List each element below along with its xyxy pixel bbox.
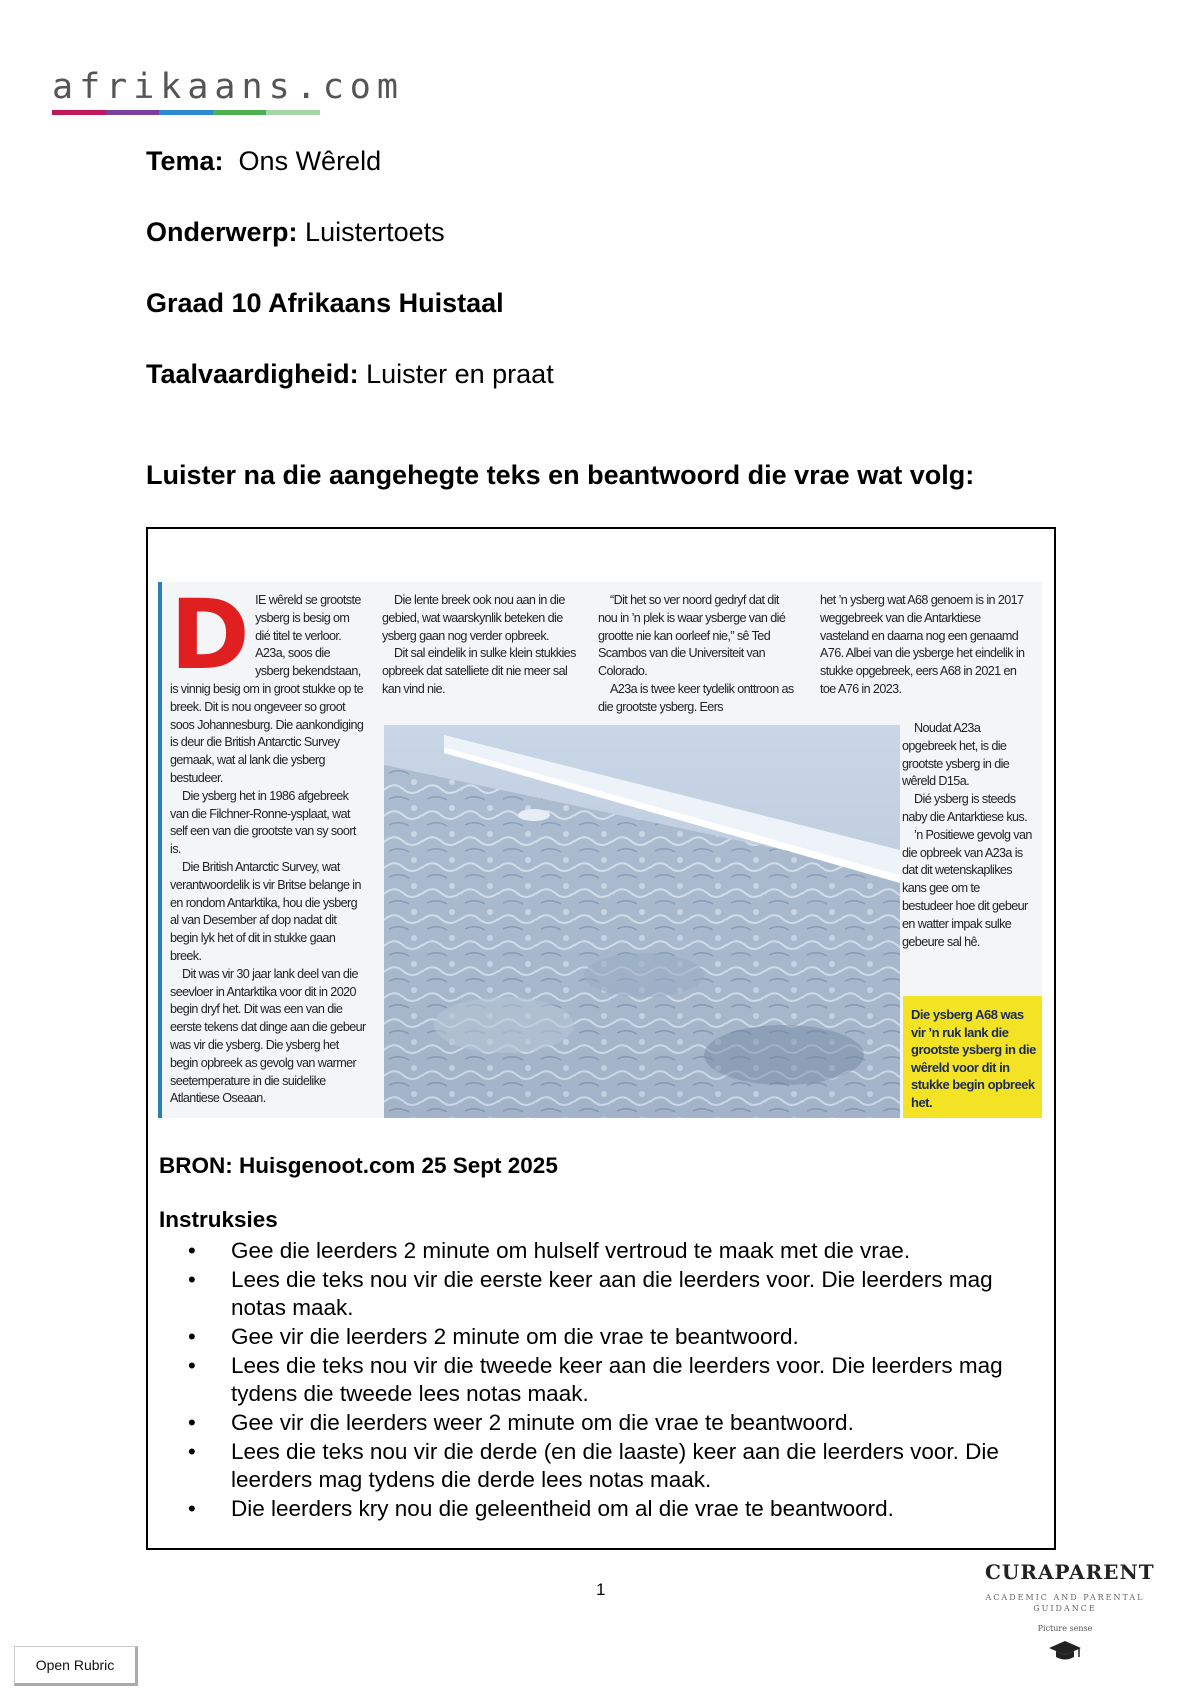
graad-text: Graad 10 Afrikaans Huistaal [146, 288, 504, 318]
afrikaans-logo [52, 68, 404, 115]
instruction-item: • Lees die teks nou vir die tweede keer aan die leerders voor. Die leerders mag tydens die tweede lees notas maak. [188, 1352, 1038, 1408]
curaparent-sub: Picture sense [1037, 1624, 1093, 1633]
article-clipping [158, 582, 1042, 1118]
listening-text-box [146, 527, 1056, 1550]
instruction-item: • Gee vir die leerders 2 minute om die vrae te beantwoord. [188, 1323, 1038, 1351]
logo-bar-segment [266, 110, 320, 115]
logo-bar-segment [213, 110, 267, 115]
article-paragraph: ’n Positiewe gevolg van die opbreek van A23a is dat dit wetenskaplikes kans gee om te bestudeer hoe dit gebeur en watter impak sulke gebeure sal hê. [902, 827, 1032, 949]
highlight-callout: Die ysberg A68 was vir ’n ruk lank die grootste ysberg in die wêreld voor dit in stukke begin opbreek het. [903, 996, 1042, 1118]
curaparent-logo [985, 1560, 1155, 1668]
taalvaardigheid-value: Luister en praat [366, 359, 554, 389]
instruction-item: • Lees die teks nou vir die eerste keer aan die leerders voor. Die leerders mag notas maak. [188, 1266, 1038, 1322]
article-paragraph: Die lente breek ook nou aan in die gebied, wat waarskynlik beteken die ysberg gaan nog verder opbreek. [382, 593, 565, 643]
article-column-1 [170, 582, 366, 1108]
instructions-list [188, 1237, 1038, 1524]
open-rubric-badge[interactable]: Open Rubric [14, 1646, 138, 1686]
taalvaardigheid-label: Taalvaardigheid: [146, 359, 359, 389]
article-column-4 [820, 592, 1030, 699]
article-paragraph: Dit sal eindelik in sulke klein stukkies opbreek dat satelliete dit nie meer sal kan vind nie. [382, 646, 576, 696]
article-paragraph: Dié ysberg is steeds naby die Antarktiese kus. [902, 792, 1028, 824]
logo-bar-segment [52, 110, 106, 115]
instructions-heading: Instruksies [159, 1207, 278, 1232]
onderwerp-value: Luistertoets [305, 217, 445, 247]
source-line: BRON: Huisgenoot.com 25 Sept 2025 [159, 1153, 558, 1178]
iceberg-illustration [384, 725, 900, 1118]
article-paragraph: het ’n ysberg wat A68 genoem is in 2017 weggebreek van die Antarktiese vasteland en daarna nog een genaamd A76. Albei van die ysberge het eindelik in stukke opgebreek, eers A68 in 2021 en toe A76 in 2023. [820, 593, 1025, 696]
article-column-3 [598, 592, 798, 717]
article-paragraph: IE wêreld se grootste ysberg is besig om dié titel te verloor. A23a, soos die ysberg bekendstaan, is vinnig besig om in groot stukke op te breek. Dit is nou ongeveer so groot soos Johannesburg. Die aankondiging is deur die British Antarctic Survey gemaak, wat al lank die ysberg bestudeer. [170, 593, 364, 785]
logo-color-bar [52, 110, 320, 115]
article-paragraph: Noudat A23a opgebreek het, is die grootste ysberg in die wêreld D15a. [902, 721, 1010, 789]
curaparent-tagline: ACADEMIC AND PARENTAL GUIDANCE [985, 1593, 1145, 1613]
graduation-cap-icon [985, 1639, 1145, 1668]
tema-value: Ons Wêreld [238, 146, 382, 176]
tema-line [146, 146, 381, 177]
article-paragraph: A23a is twee keer tydelik onttroon as die grootste ysberg. Eers [598, 681, 794, 714]
instruction-item: • Gee vir die leerders weer 2 minute om die vrae te beantwoord. [188, 1409, 1038, 1437]
curaparent-name: CURAPARENT [985, 1560, 1155, 1584]
instruction-item: • Die leerders kry nou die geleentheid om al die vrae te beantwoord. [188, 1495, 1038, 1523]
article-column-5 [902, 720, 1032, 951]
instruction-item: • Lees die teks nou vir die derde (en die laaste) keer aan die leerders voor. Die leerders mag tydens die derde lees notas maak. [188, 1438, 1038, 1494]
graad-line [146, 288, 504, 319]
page-number: 1 [596, 1580, 606, 1599]
article-paragraph: “Dit het so ver noord gedryf dat dit nou in ’n plek is waar ysberge van dié grootte nie kan oorleef nie,” sê Ted Scambos van die Universiteit van Colorado. [598, 593, 786, 679]
article-paragraph: Dit was vir 30 jaar lank deel van die seevloer in Antarktika voor dit in 2020 begin dryf het. Dit was een van die eerste tekens dat dinge aan die gebeur was vir die ysberg. Die ysberg het begin opbreek as gevolg van warmer seetemperature in die suidelike Atlantiese Oseaan. [170, 966, 366, 1106]
onderwerp-label: Onderwerp: [146, 217, 298, 247]
tema-label: Tema: [146, 146, 224, 176]
question-heading: Luister na die aangehegte teks en beantwoord die vrae wat volg: [146, 460, 975, 490]
drop-cap: D [170, 582, 250, 691]
article-column-2 [382, 592, 582, 699]
logo-text: afrikaans.com [52, 67, 404, 107]
iceberg-photo [384, 725, 900, 1118]
logo-bar-segment [159, 110, 213, 115]
article-paragraph: Die ysberg het in 1986 afgebreek van die Filchner-Ronne-ysplaat, wat self een van die grootste van sy soort is. [170, 788, 356, 857]
instruction-item: • Gee die leerders 2 minute om hulself vertroud te maak met die vrae. [188, 1237, 1038, 1265]
onderwerp-line [146, 217, 445, 248]
taalvaardigheid-line [146, 359, 554, 390]
article-paragraph: Die British Antarctic Survey, wat verantwoordelik is vir Britse belange in en rondom Antarktika, hou die ysberg al van Desember af dop nadat dit begin lyk het of dit in stukke gaan breek. [170, 859, 361, 963]
logo-bar-segment [106, 110, 160, 115]
